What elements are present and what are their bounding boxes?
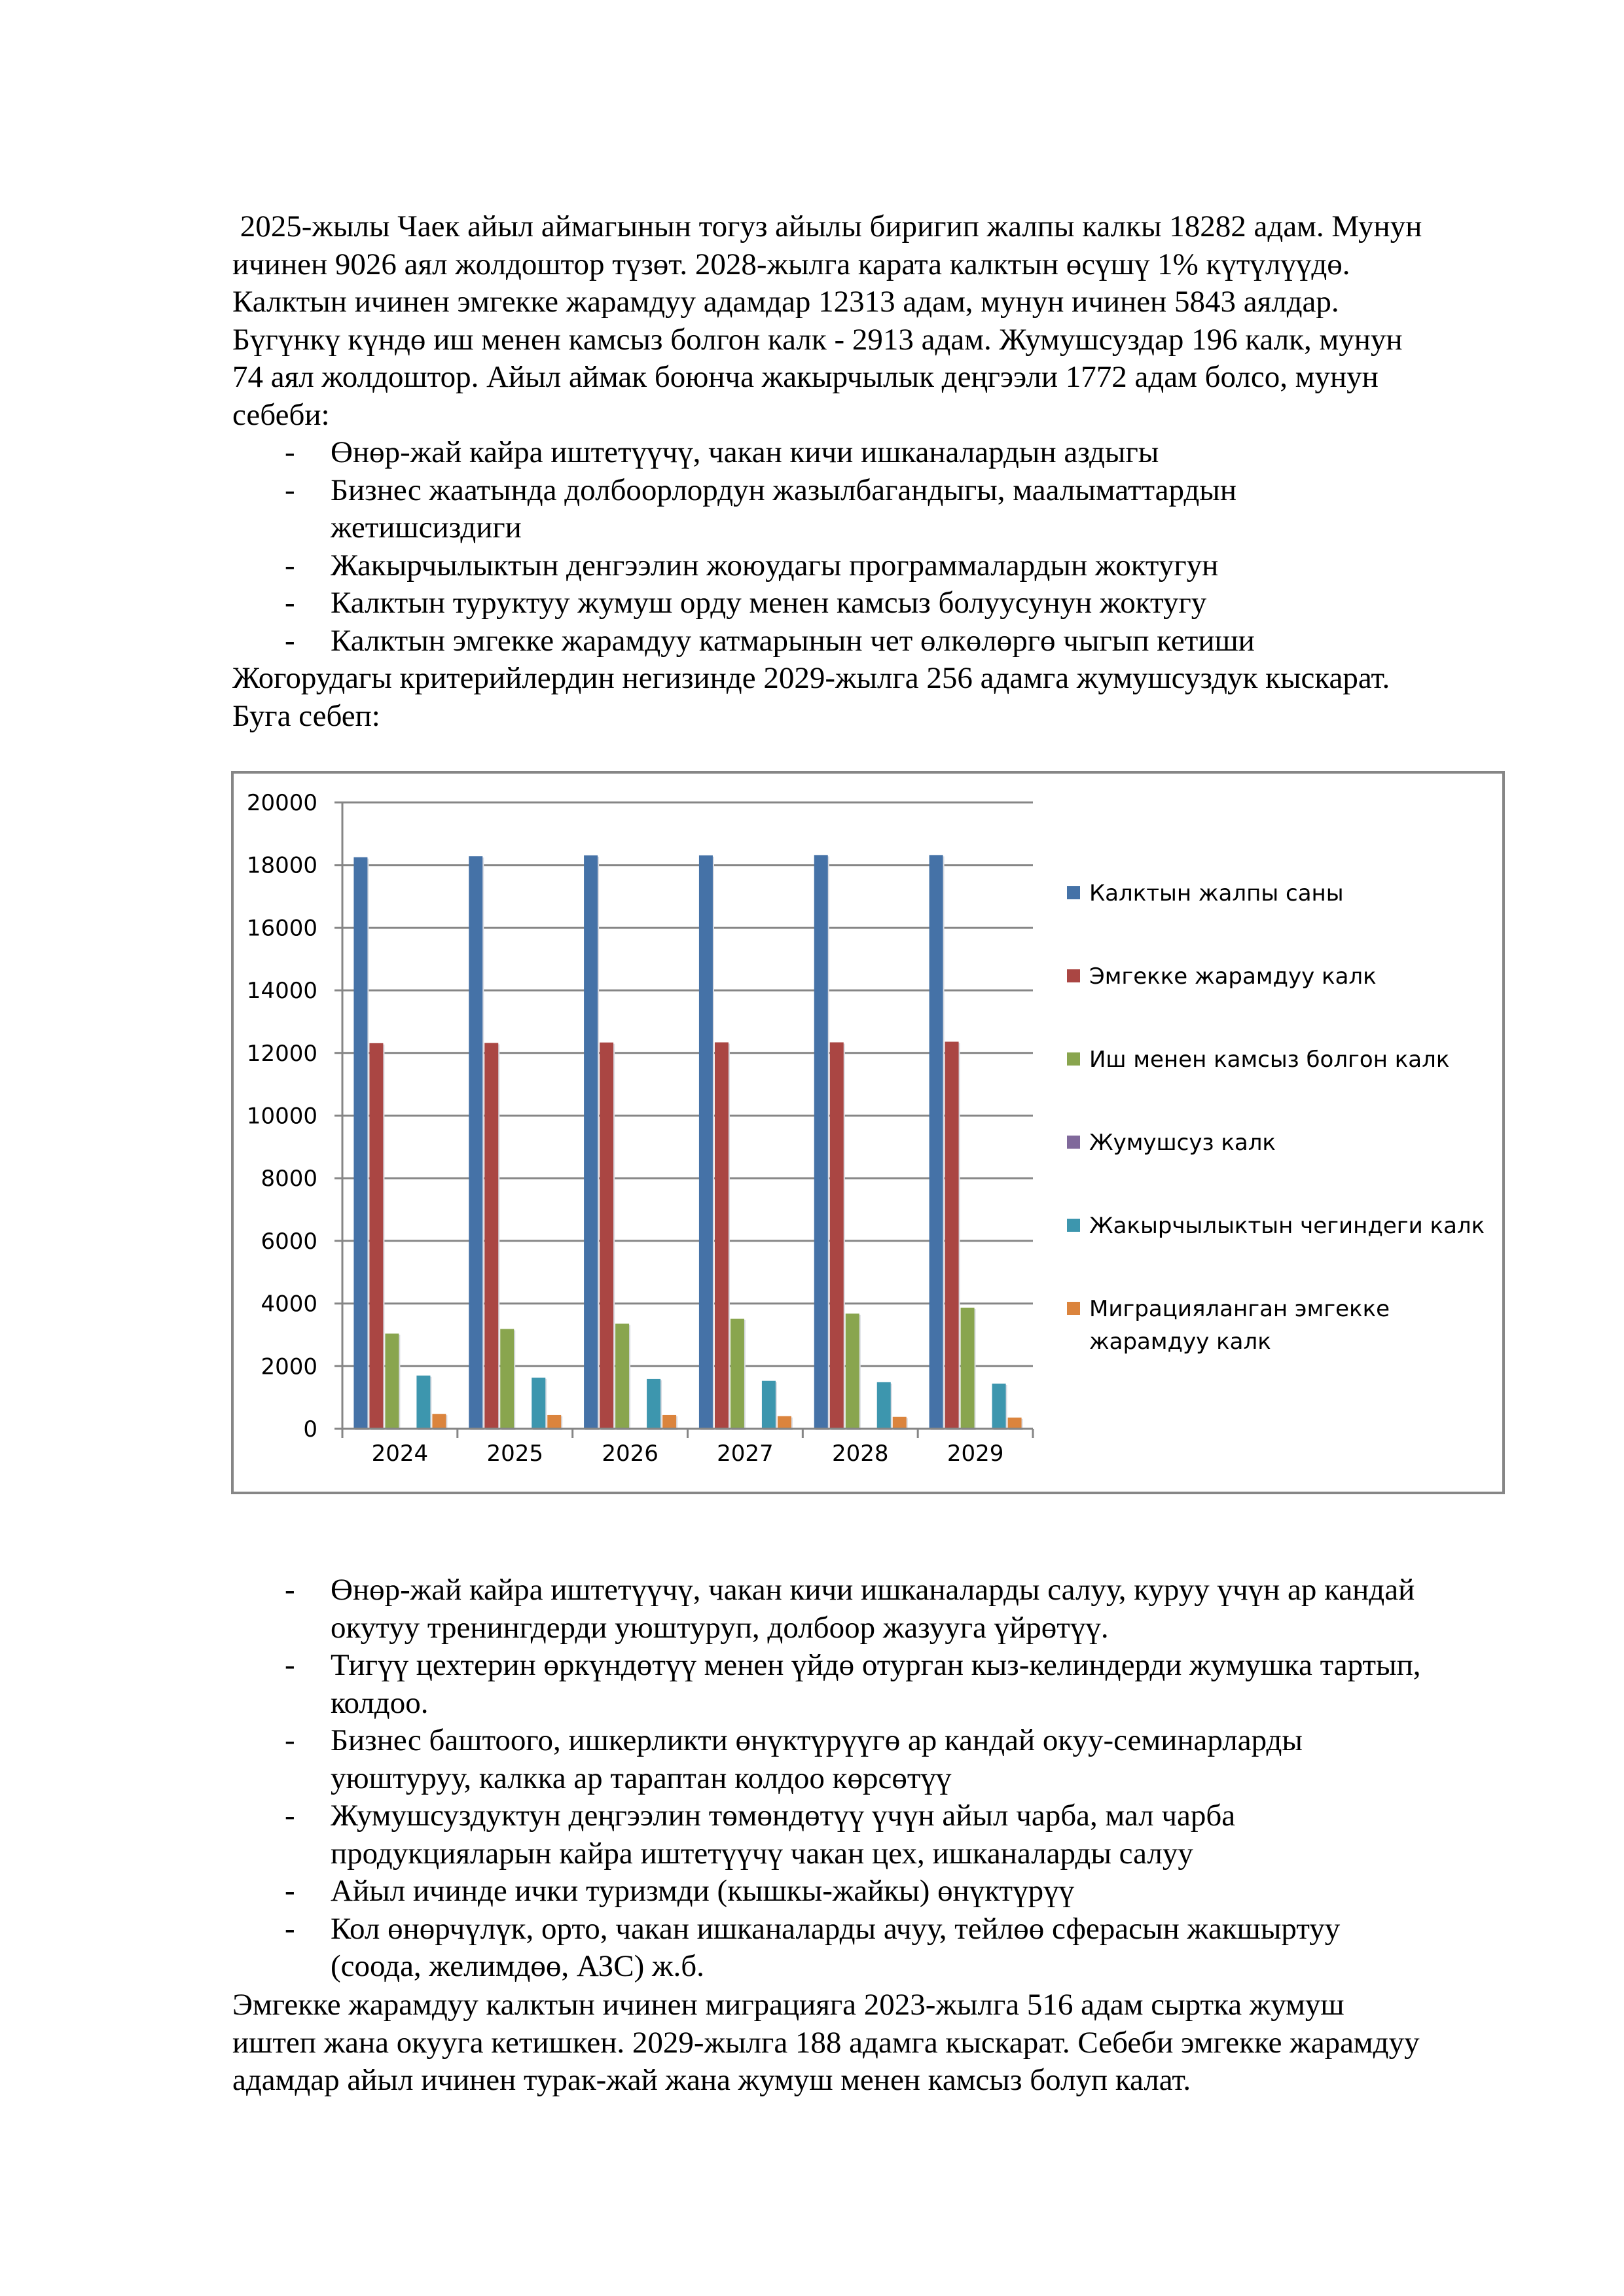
bar bbox=[699, 855, 713, 1429]
text-line: Бүгүнкү күндө иш менен камсыз болгон калк - 2913 адам. Жумушсуздар 196 калк, мунун bbox=[232, 322, 1403, 357]
legend-swatch-icon bbox=[1067, 1052, 1080, 1066]
list-item-text: окутуу тренингдерди уюштуруп, долбоор жазууга үйрөтүү. bbox=[331, 1610, 1109, 1645]
bar bbox=[532, 1378, 545, 1429]
list-item-text: Жумушсуздуктун деңгээлин төмөндөтүү үчүн айыл чарба, мал чарба bbox=[331, 1799, 1236, 1833]
y-tick-label: 0 bbox=[303, 1416, 317, 1443]
legend-swatch-icon bbox=[1067, 1219, 1080, 1232]
dash-bullet: - bbox=[285, 1723, 295, 1757]
list-item bbox=[232, 1647, 1515, 1722]
y-tick-label: 4000 bbox=[261, 1291, 317, 1318]
bar bbox=[469, 856, 482, 1429]
bar bbox=[500, 1329, 514, 1429]
dash-bullet: - bbox=[285, 586, 295, 620]
bar bbox=[929, 855, 943, 1429]
x-tick-label: 2026 bbox=[602, 1441, 659, 1467]
list-item bbox=[232, 1797, 1515, 1873]
dash-bullet: - bbox=[285, 1648, 295, 1682]
list-item-text: Тигүү цехтерин өркүндөтүү менен үйдө отурган кыз-келиндерди жумушка тартып, bbox=[331, 1648, 1421, 1682]
list-item bbox=[232, 1910, 1515, 1986]
x-tick-label: 2029 bbox=[947, 1441, 1004, 1467]
final-paragraph bbox=[232, 1986, 1515, 2100]
bar bbox=[715, 1043, 729, 1429]
bar bbox=[647, 1379, 660, 1429]
measures-list bbox=[232, 1571, 1515, 1986]
list-item bbox=[232, 1722, 1515, 1797]
list-item-text: жетишсиздиги bbox=[331, 511, 522, 545]
legend-label: Иш менен камсыз болгон калк bbox=[1089, 1047, 1450, 1073]
bar bbox=[484, 1043, 498, 1429]
dash-bullet: - bbox=[285, 623, 295, 658]
y-tick-label: 2000 bbox=[261, 1354, 317, 1380]
legend-item-migrated bbox=[1067, 1293, 1390, 1358]
list-item-text: Калктын эмгекке жарамдуу катмарынын чет өлкөлөргө чыгып кетиши bbox=[331, 623, 1255, 658]
dash-bullet: - bbox=[285, 473, 295, 507]
y-tick-label: 16000 bbox=[246, 915, 317, 942]
bar bbox=[762, 1381, 776, 1429]
list-item-text: Айыл ичинде ички туризмди (кышкы-жайкы) өнүктүрүү bbox=[331, 1874, 1075, 1908]
list-item-text: Өнөр-жай кайра иштетүүчү, чакан кичи ишканалардын аздыгы bbox=[331, 435, 1159, 469]
bar bbox=[830, 1043, 844, 1429]
bar bbox=[961, 1308, 975, 1429]
bar bbox=[893, 1417, 907, 1429]
legend-item-unemployed bbox=[1067, 1126, 1276, 1159]
list-item-text: уюштуруу, калкка ар тараптан колдоо көрсөтүү bbox=[331, 1761, 952, 1795]
bar bbox=[945, 1042, 959, 1429]
text-line: адамдар айыл ичинен турак-жай жана жумуш менен камсыз болуп калат. bbox=[232, 2063, 1191, 2097]
y-tick-label: 14000 bbox=[246, 978, 317, 1005]
y-tick-label: 10000 bbox=[246, 1103, 317, 1130]
legend-item-working-age bbox=[1067, 960, 1377, 993]
bar bbox=[992, 1384, 1006, 1429]
list-item-text: продукцияларын кайра иштетүүчү чакан цех, ишканаларды салуу bbox=[331, 1836, 1193, 1871]
x-tick-label: 2028 bbox=[831, 1441, 889, 1467]
list-item bbox=[232, 1873, 1515, 1910]
legend-label: Жумушсуз калк bbox=[1089, 1130, 1276, 1156]
bar bbox=[814, 855, 828, 1429]
bar bbox=[731, 1319, 744, 1429]
legend-label: Жакырчылыктын чегиндеги калк bbox=[1089, 1213, 1485, 1239]
y-tick-label: 12000 bbox=[246, 1040, 317, 1067]
y-tick-label: 6000 bbox=[261, 1228, 317, 1255]
y-tick-label: 8000 bbox=[261, 1166, 317, 1193]
bar bbox=[385, 1334, 399, 1429]
text-line: ичинен 9026 аял жолдоштор түзөт. 2028-жылга карата калктын өсүшү 1% күтүлүүдө. bbox=[232, 247, 1350, 281]
bar bbox=[584, 855, 598, 1429]
y-tick-label: 20000 bbox=[246, 790, 317, 816]
bar bbox=[615, 1323, 629, 1429]
x-tick-label: 2024 bbox=[371, 1441, 429, 1467]
bar bbox=[547, 1415, 561, 1429]
legend-label: Калктын жалпы саны bbox=[1089, 880, 1344, 906]
y-tick-label: 18000 bbox=[246, 852, 317, 879]
text-line: 2025-жылы Чаек айыл аймагынын тогуз айылы биригип жалпы калкы 18282 адам. Мунун bbox=[232, 209, 1422, 243]
bar bbox=[662, 1415, 676, 1429]
bar bbox=[353, 857, 367, 1429]
legend-swatch-icon bbox=[1067, 969, 1080, 982]
dash-bullet: - bbox=[285, 1799, 295, 1833]
legend-item-poverty bbox=[1067, 1210, 1485, 1242]
text-line: 74 аял жолдоштор. Айыл аймак боюнча жакырчылык деңгээли 1772 адам болсо, мунун bbox=[232, 360, 1379, 394]
bar bbox=[846, 1314, 859, 1429]
dash-bullet: - bbox=[285, 1874, 295, 1908]
list-item bbox=[232, 1571, 1515, 1647]
list-item-text: (соода, желимдөө, АЗС) ж.б. bbox=[331, 1949, 704, 1983]
bar bbox=[416, 1376, 430, 1429]
text-line: Буга себеп: bbox=[232, 698, 380, 733]
legend-item-employed bbox=[1067, 1043, 1449, 1076]
legend-swatch-icon bbox=[1067, 886, 1080, 899]
dash-bullet: - bbox=[285, 548, 295, 583]
legend-item-total-population bbox=[1067, 877, 1344, 910]
bar bbox=[369, 1043, 383, 1429]
legend-label: Эмгекке жарамдуу калк bbox=[1089, 963, 1377, 990]
list-item-text: Жакырчылыктын денгээлин жоюудагы программалардын жоктугун bbox=[331, 548, 1219, 583]
list-item-text: колдоо. bbox=[331, 1685, 429, 1720]
legend-label: Миграцияланган эмгекке жарамдуу калк bbox=[1089, 1296, 1390, 1355]
legend-swatch-icon bbox=[1067, 1302, 1080, 1315]
text-line: Эмгекке жарамдуу калктын ичинен миграцияга 2023-жылга 516 адам сыртка жумуш bbox=[232, 1988, 1344, 2022]
x-tick-label: 2025 bbox=[486, 1441, 544, 1467]
list-item-text: Бизнес жаатында долбоорлордун жазылбагандыгы, маалыматтардын bbox=[331, 473, 1236, 507]
dash-bullet: - bbox=[285, 435, 295, 469]
bar bbox=[778, 1416, 791, 1429]
text-line: Жогорудагы критерийлердин негизинде 2029-жылга 256 адамга жумушсуздук кыскарат. bbox=[232, 661, 1390, 695]
text-line: Калктын ичинен эмгекке жарамдуу адамдар 12313 адам, мунун ичинен 5843 аялдар. bbox=[232, 285, 1339, 319]
dash-bullet: - bbox=[285, 1573, 295, 1607]
bar bbox=[1008, 1418, 1022, 1429]
bar bbox=[432, 1414, 446, 1429]
bar bbox=[600, 1043, 613, 1429]
x-tick-label: 2027 bbox=[717, 1441, 774, 1467]
list-item-text: Калктын туруктуу жумуш орду менен камсыз болуусунун жоктугу bbox=[331, 586, 1207, 620]
text-line: иштеп жана окууга кетишкен. 2029-жылга 188 адамга кыскарат. Себеби эмгекке жарамдуу bbox=[232, 2025, 1420, 2060]
dash-bullet: - bbox=[285, 1911, 295, 1946]
list-item-text: Өнөр-жай кайра иштетүүчү, чакан кичи ишканаларды салуу, куруу үчүн ар кандай bbox=[331, 1573, 1415, 1607]
legend-swatch-icon bbox=[1067, 1136, 1080, 1149]
text-line: себеби: bbox=[232, 397, 330, 432]
list-item-text: Кол өнөрчүлүк, орто, чакан ишканаларды ачуу, тейлөө сферасын жакшыртуу bbox=[331, 1911, 1341, 1946]
bar bbox=[877, 1382, 891, 1429]
list-item-text: Бизнес баштоого, ишкерликти өнүктүрүүгө ар кандай окуу-семинарларды bbox=[331, 1723, 1303, 1757]
